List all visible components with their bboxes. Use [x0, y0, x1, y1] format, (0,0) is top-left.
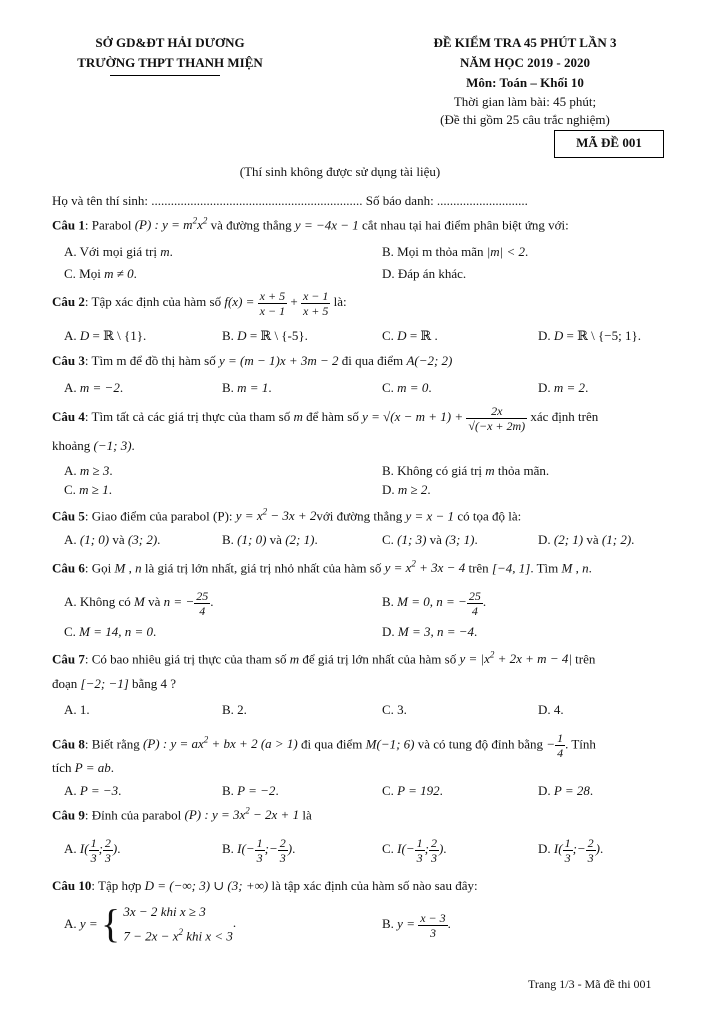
q1-stem-b: và đường thẳng — [210, 217, 292, 233]
question-8: Câu 8: Biết rằng (P) : $y = ax^2$ + bx + 2 (a > 1) đi qua điểm M(−1; 6) và có tung độ đỉnh bằng − $\frac{1}{4}$ . Tính — [52, 730, 596, 760]
q4-option-b: B. Không có giá trị m thỏa mãn. — [382, 463, 550, 478]
school-year: NĂM HỌC 2019 - 2020 — [460, 55, 590, 70]
exam-code-box: MÃ ĐỀ 001 — [554, 130, 664, 158]
q3-option-b: B. m = 1. — [222, 380, 272, 395]
exam-note: (Thí sinh không được sử dụng tài liệu) — [239, 164, 441, 179]
q8-option-d: D. P = 28. — [538, 783, 594, 798]
q1-stem-c: cắt nhau tại hai điểm phân biệt ứng với: — [362, 217, 569, 233]
q6-option-b: B. M = 0, n = − $\frac{25}{4}$ . — [382, 588, 487, 618]
q5-option-d: D. (2; 1) và (1; 2). — [538, 532, 635, 547]
header-underline — [110, 75, 220, 76]
q9-option-d: D. I( $\frac{1}{3}$ ;− $\frac{2}{3}$ ). — [538, 835, 604, 865]
q9-option-c: C. I(− $\frac{1}{3}$ ; $\frac{2}{3}$ ). — [382, 835, 447, 865]
q3-option-c: C. m = 0. — [382, 380, 432, 395]
school-name: TRƯỜNG THPT THANH MIỆN — [77, 55, 263, 70]
exam-title: ĐỀ KIỂM TRA 45 PHÚT LẦN 3 — [433, 35, 617, 50]
student-info-line: Họ và tên thí sinh: ................................................................. Số báo danh: ............................ — [52, 193, 528, 208]
q7-option-d: D. 4. — [538, 702, 564, 717]
q8-option-a: A. P = −3. — [64, 783, 122, 798]
question-10: Câu 10: Tập hợp D = (−∞; 3) ∪ (3; +∞) là tập xác định của hàm số nào sau đây: — [52, 878, 478, 893]
q9-option-b: B. I(− $\frac{1}{3}$ ;− $\frac{2}{3}$ ). — [222, 835, 296, 865]
q10-option-b: B. y = $\frac{x - 3}{3}$ . — [382, 910, 451, 940]
question-4: Câu 4: Tìm tất cả các giá trị thực của tham số m để hàm số y = √(x − m + 1) + $\frac{2x}{√(-x + 2m)}$ xác định trên — [52, 403, 599, 433]
q1-option-d: D. Đáp án khác. — [382, 266, 467, 281]
q7-option-a: A. 1. — [64, 702, 90, 717]
q2-option-d: D. D = ℝ \ {−5; 1}. — [538, 328, 641, 343]
q6-option-c: C. M = 14, n = 0. — [64, 624, 157, 639]
question-2: Câu 2: Tập xác định của hàm số f(x) = $\frac{x + 5}{x - 1}$ + $\frac{x - 1}{x + 5}$ là: — [52, 288, 347, 318]
q4-option-a: A. m ≥ 3. — [64, 463, 113, 478]
subject: Môn: Toán – Khối 10 — [466, 75, 584, 90]
q9-option-a: A. I( $\frac{1}{3}$ ; $\frac{2}{3}$ ). — [64, 835, 121, 865]
q7-option-c: C. 3. — [382, 702, 407, 717]
q3-option-a: A. m = −2. — [64, 380, 124, 395]
dept-name: SỞ GD&ĐT HẢI DƯƠNG — [95, 35, 245, 50]
q7-line-2: đoạn [−2; −1] bằng 4 ? — [52, 676, 177, 691]
question-6: Câu 6: Gọi M , n là giá trị lớn nhất, giá trị nhỏ nhất của hàm số $y = x^2 + 3x - 4$ trên [−4, 1]. Tìm M , n. — [52, 559, 592, 576]
question-7: Câu 7: Có bao nhiêu giá trị thực của tham số m để giá trị lớn nhất của hàm số $y = |x^2 + 2x + m - 4|$ trên — [52, 650, 596, 667]
q5-option-b: B. (1; 0) và (2; 1). — [222, 532, 318, 547]
q8-option-c: C. P = 192. — [382, 783, 443, 798]
page-footer: Trang 1/3 - Mã đề thi 001 — [528, 977, 652, 991]
q2-option-c: C. D = ℝ . — [382, 328, 438, 343]
q6-option-d: D. M = 3, n = −4. — [382, 624, 478, 639]
q4-line-2: khoảng (−1; 3). — [52, 438, 135, 453]
question-9: Câu 9: Đỉnh của parabol (P) : $y = 3x^2 - 2x + 1$ là — [52, 806, 312, 823]
q1-option-c: C. Mọi m ≠ 0. — [64, 266, 137, 281]
q1-option-b: B. Mọi m thỏa mãn |m| < 2. — [382, 244, 529, 259]
q3-option-d: D. m = 2. — [538, 380, 589, 395]
q2-option-b: B. D = ℝ \ {-5}. — [222, 328, 308, 343]
q8-option-b: B. P = −2. — [222, 783, 279, 798]
q1-label: Câu 1 — [52, 217, 85, 233]
q2-option-a: A. D = ℝ \ {1}. — [64, 328, 147, 343]
q1-stem: : Parabol — [84, 217, 132, 233]
q5-option-c: C. (1; 3) và (3; 1). — [382, 532, 478, 547]
q4-option-c: C. m ≥ 1. — [64, 482, 112, 497]
q8-line-2: tích P = ab. — [52, 760, 114, 775]
question-1: Câu 1: Parabol (P) : $y = m^2x^2$ và đường thẳng y = −4x − 1 cắt nhau tại hai điểm phân biệt ứng với: — [52, 216, 569, 233]
q6-option-a: A. Không có M và n = − $\frac{25}{4}$ . — [64, 588, 214, 618]
question-5: Câu 5: Giao điểm của parabol (P): $y = x^2 - 3x$ + 2với đường thẳng y = x − 1 có tọa độ là: — [52, 507, 522, 524]
q7-option-b: B. 2. — [222, 702, 247, 717]
q4-option-d: D. m ≥ 2. — [382, 482, 431, 497]
question-3: Câu 3: Tìm m để đồ thị hàm số y = (m − 1)x + 3m − 2 đi qua điểm A(−2; 2) — [52, 353, 453, 368]
q1-option-a: A. Với mọi giá trị m. — [64, 244, 173, 259]
q10-option-a: A. y = { 3x − 2 khi x ≥ 3 $7 - 2x - x^2$ khi x < 3. — [64, 901, 237, 947]
q5-option-a: A. (1; 0) và (3; 2). — [64, 532, 161, 547]
time-limit: Thời gian làm bài: 45 phút; — [453, 94, 597, 109]
question-count: (Đề thi gồm 25 câu trắc nghiệm) — [440, 112, 610, 127]
